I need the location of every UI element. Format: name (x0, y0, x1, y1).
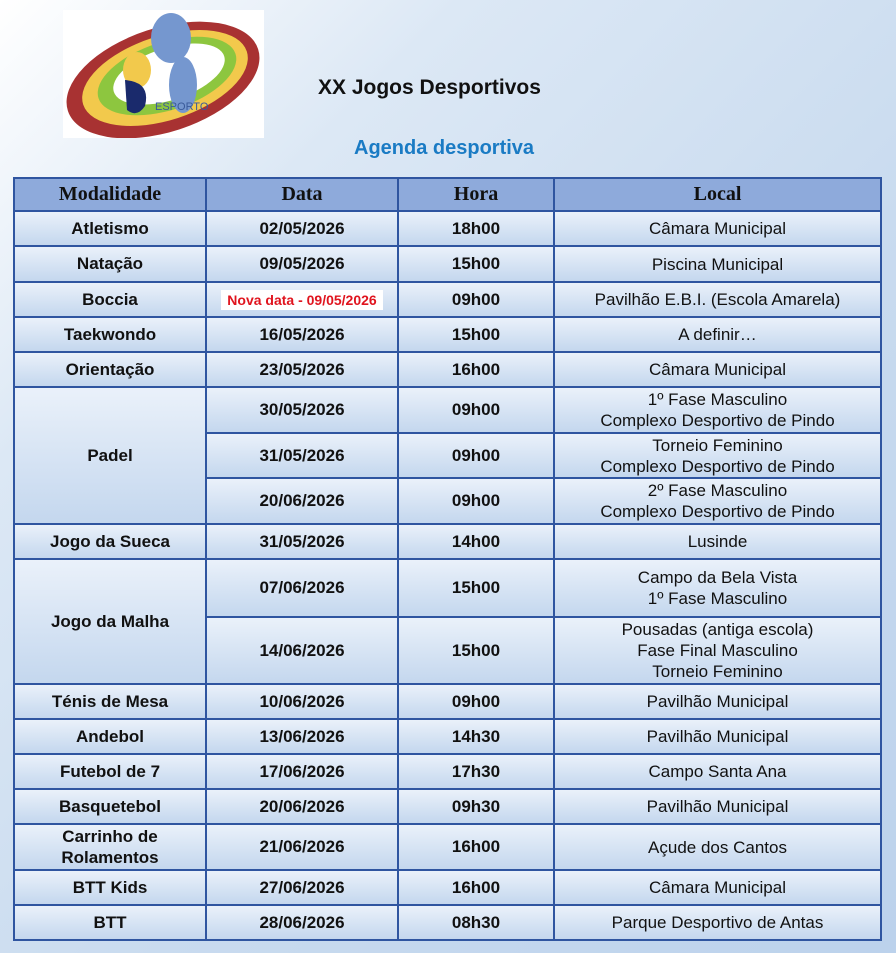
local-line: Complexo Desportivo de Pindo (600, 502, 835, 521)
cell-hora: 14h00 (398, 524, 554, 559)
cell-modalidade: Ténis de Mesa (14, 684, 206, 719)
cell-local (554, 905, 881, 940)
cell-hora: 14h30 (398, 719, 554, 754)
cell-hora: 09h00 (398, 433, 554, 478)
cell-local (554, 478, 881, 524)
cell-modalidade: Basquetebol (14, 789, 206, 824)
table-row (14, 246, 881, 282)
cell-hora: 17h30 (398, 754, 554, 789)
local-line: Açude dos Cantos (648, 837, 787, 857)
cell-hora: 16h00 (398, 824, 554, 870)
cell-modalidade: Padel (14, 387, 206, 524)
table-row (14, 719, 881, 754)
cell-data: 16/05/2026 (206, 317, 398, 352)
cell-local (554, 754, 881, 789)
local-line: Lusinde (687, 532, 748, 551)
cell-hora: 15h00 (398, 317, 554, 352)
local-line: Câmara Municipal (649, 360, 786, 379)
cell-modalidade: Jogo da Malha (14, 559, 206, 684)
table-row (14, 282, 881, 317)
cell-local (554, 211, 881, 246)
page-title: XX Jogos Desportivos (318, 76, 541, 99)
cell-local (554, 617, 881, 684)
cell-modalidade: Boccia (14, 282, 206, 317)
cell-data: 31/05/2026 (206, 524, 398, 559)
cell-hora: 09h00 (398, 684, 554, 719)
cell-data: 14/06/2026 (206, 617, 398, 684)
cell-modalidade: Carrinho de Rolamentos (14, 824, 206, 870)
cell-hora: 08h30 (398, 905, 554, 940)
cell-data: 30/05/2026 (206, 387, 398, 433)
cell-modalidade: Jogo da Sueca (14, 524, 206, 559)
local-line: Parque Desportivo de Antas (611, 913, 824, 932)
table-row (14, 754, 881, 789)
local-line: Campo Santa Ana (648, 762, 787, 781)
cell-data: 13/06/2026 (206, 719, 398, 754)
desporto-logo (63, 10, 264, 138)
local-line: Campo da Bela Vista (637, 568, 798, 587)
cell-local (554, 317, 881, 352)
local-line: Torneio Feminino (652, 435, 783, 455)
cell-hora: 09h00 (398, 478, 554, 524)
cell-local (554, 789, 881, 824)
cell-hora: 09h00 (398, 387, 554, 433)
cell-local (554, 719, 881, 754)
new-date-badge: Nova data - 09/05/2026 (221, 290, 382, 310)
local-line: Complexo Desportivo de Pindo (600, 411, 835, 430)
col-data: Data (206, 178, 398, 211)
col-local: Local (554, 178, 881, 211)
local-line: 2º Fase Masculino (647, 481, 788, 500)
local-line: Pavilhão Municipal (646, 692, 789, 711)
cell-data: 28/06/2026 (206, 905, 398, 940)
cell-local (554, 282, 881, 317)
local-line: Piscina Municipal (651, 254, 784, 274)
cell-modalidade: BTT Kids (14, 870, 206, 905)
cell-data (206, 282, 398, 317)
table-row (14, 524, 881, 559)
local-line: Pavilhão Municipal (646, 727, 789, 746)
cell-local (554, 524, 881, 559)
svg-text:ESPORTO: ESPORTO (155, 101, 209, 113)
local-line: A definir… (678, 325, 757, 344)
cell-local (554, 387, 881, 433)
local-line: 1º Fase Masculino (647, 390, 788, 409)
local-line: Fase Final Masculino (637, 641, 798, 660)
cell-data: 10/06/2026 (206, 684, 398, 719)
cell-local (554, 246, 881, 282)
cell-modalidade: Andebol (14, 719, 206, 754)
cell-local (554, 433, 881, 478)
table-row (14, 317, 881, 352)
cell-modalidade: BTT (14, 905, 206, 940)
local-line: Pousadas (antiga escola) (621, 620, 814, 639)
table-row (14, 387, 881, 433)
cell-modalidade: Taekwondo (14, 317, 206, 352)
cell-modalidade: Futebol de 7 (14, 754, 206, 789)
local-line: Pavilhão Municipal (646, 797, 789, 816)
cell-data: 02/05/2026 (206, 211, 398, 246)
cell-hora: 16h00 (398, 870, 554, 905)
cell-hora: 16h00 (398, 352, 554, 387)
local-line: Pavilhão E.B.I. (Escola Amarela) (594, 290, 841, 309)
table-row (14, 824, 881, 870)
cell-local (554, 824, 881, 870)
local-line: Câmara Municipal (649, 878, 786, 897)
cell-local (554, 559, 881, 617)
col-modalidade: Modalidade (14, 178, 206, 211)
cell-local (554, 684, 881, 719)
cell-hora: 18h00 (398, 211, 554, 246)
table-row (14, 559, 881, 617)
cell-hora: 15h00 (398, 559, 554, 617)
cell-data: 20/06/2026 (206, 789, 398, 824)
local-line: Complexo Desportivo de Pindo (600, 456, 835, 476)
table-header (14, 178, 881, 211)
local-line: Câmara Municipal (649, 219, 786, 238)
cell-data: 20/06/2026 (206, 478, 398, 524)
cell-data: 23/05/2026 (206, 352, 398, 387)
cell-hora: 15h00 (398, 617, 554, 684)
cell-hora: 09h30 (398, 789, 554, 824)
page-subtitle: Agenda desportiva (354, 137, 535, 159)
local-line: Torneio Feminino (652, 662, 783, 681)
table-row (14, 905, 881, 940)
cell-modalidade: Orientação (14, 352, 206, 387)
table-row (14, 352, 881, 387)
table-row (14, 789, 881, 824)
cell-data: 21/06/2026 (206, 824, 398, 870)
cell-data: 09/05/2026 (206, 246, 398, 282)
cell-data: 27/06/2026 (206, 870, 398, 905)
table-row (14, 870, 881, 905)
cell-hora: 15h00 (398, 246, 554, 282)
cell-modalidade: Natação (14, 246, 206, 282)
cell-local (554, 352, 881, 387)
cell-data: 07/06/2026 (206, 559, 398, 617)
table-row (14, 211, 881, 246)
table-row (14, 684, 881, 719)
cell-local (554, 870, 881, 905)
col-hora: Hora (398, 178, 554, 211)
cell-data: 17/06/2026 (206, 754, 398, 789)
cell-data: 31/05/2026 (206, 433, 398, 478)
cell-hora: 09h00 (398, 282, 554, 317)
local-line: 1º Fase Masculino (647, 589, 788, 608)
cell-modalidade: Atletismo (14, 211, 206, 246)
schedule-table (13, 177, 882, 941)
